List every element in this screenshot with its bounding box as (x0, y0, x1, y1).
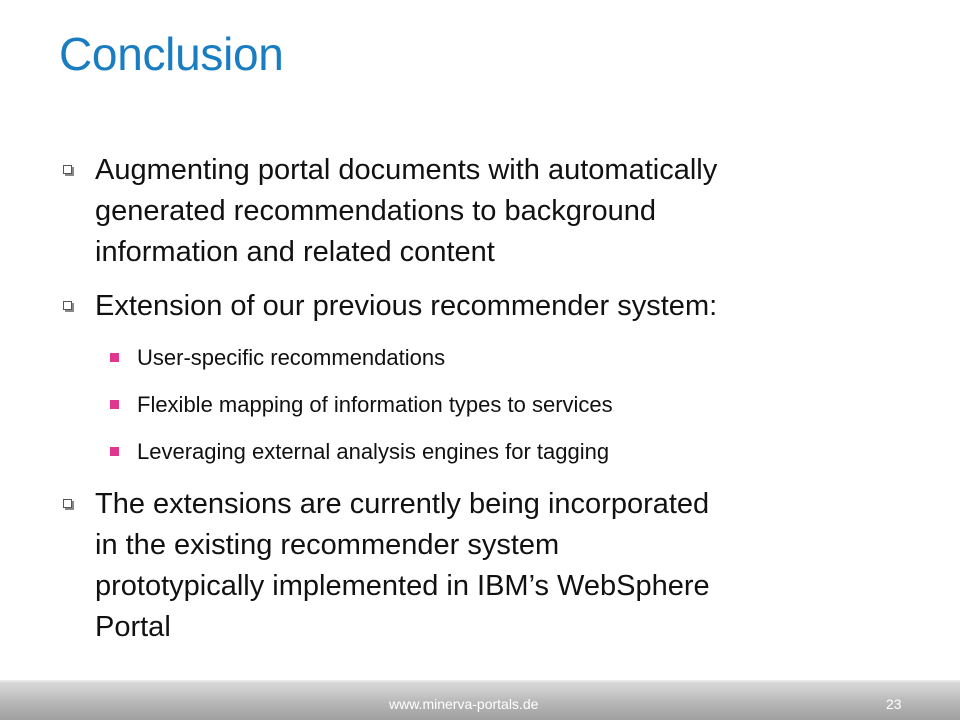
bullet-text-line: The extensions are currently being incorporated (95, 488, 710, 520)
bullet-text-line: Extension of our previous recommender system: (95, 290, 718, 322)
bullet-text-line: generated recommendations to background (95, 195, 657, 227)
sub-bullet-text: Flexible mapping of information types to services (137, 392, 613, 417)
page-number: 23 (886, 696, 902, 712)
bullet-item (95, 484, 895, 648)
slide-title: Conclusion (59, 28, 284, 80)
filled-square-icon (110, 353, 119, 362)
bullet-text-line: Augmenting portal documents with automatically (95, 154, 718, 186)
sub-bullet-text: Leveraging external analysis engines for tagging (137, 439, 610, 464)
sub-bullet-text: User-specific recommendations (137, 345, 446, 370)
sub-bullet-item (137, 343, 897, 373)
filled-square-icon (110, 400, 119, 409)
bullet-item (95, 286, 895, 327)
bullet-text-line: prototypically implemented in IBM’s WebSphere (95, 570, 710, 602)
bullet-text-line: in the existing recommender system (95, 529, 560, 561)
hollow-square-icon (63, 165, 72, 174)
footer-url: www.minerva-portals.de (389, 696, 539, 712)
hollow-square-icon (63, 499, 72, 508)
bullet-text-line: information and related content (95, 236, 495, 268)
hollow-square-icon (63, 301, 72, 310)
filled-square-icon (110, 447, 119, 456)
sub-bullet-item (137, 437, 897, 467)
bullet-item (95, 150, 895, 273)
sub-bullet-item (137, 390, 897, 420)
bullet-text-line: Portal (95, 611, 171, 643)
